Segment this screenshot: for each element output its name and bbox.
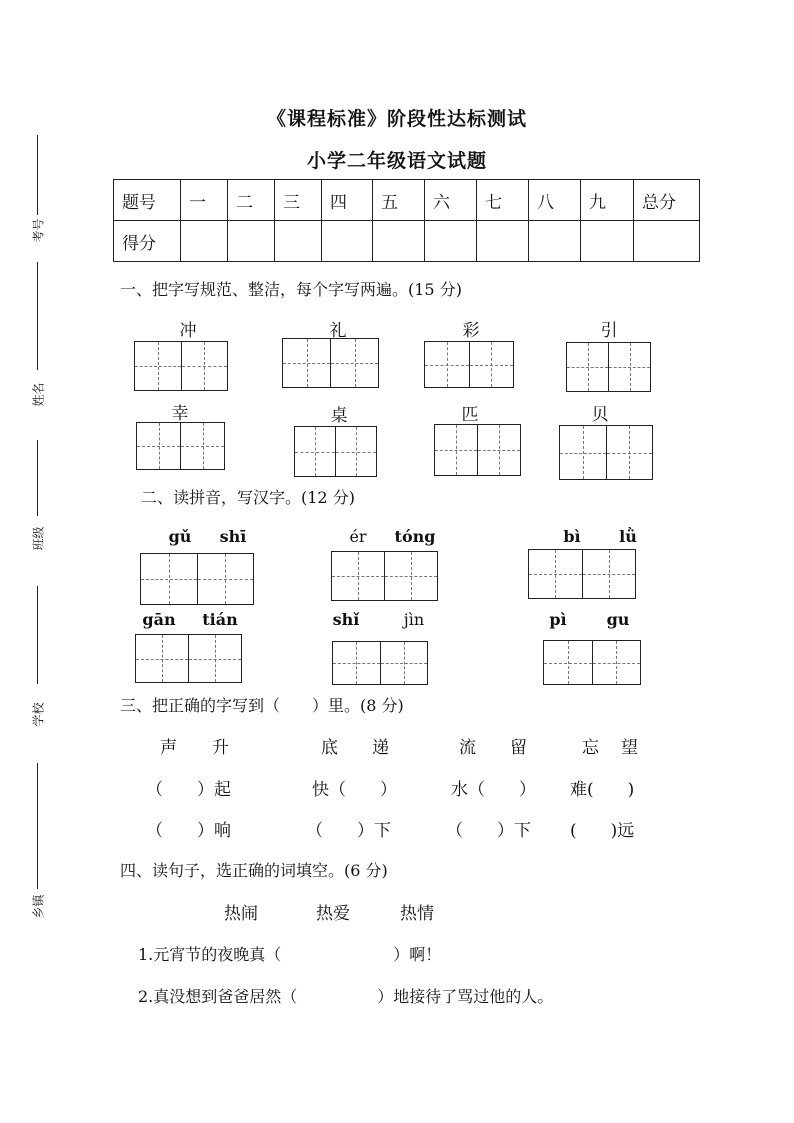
score-input-cell[interactable] xyxy=(373,221,425,262)
side-label-class: 班级 xyxy=(31,526,46,551)
pinyin-label: bì xyxy=(563,527,581,546)
score-cell: 五 xyxy=(373,180,425,221)
score-input-cell[interactable] xyxy=(322,221,373,262)
fill-blank[interactable]: 快（ ） xyxy=(312,780,397,800)
pinyin-label: ér xyxy=(349,527,367,546)
sentence-1[interactable]: 1.元宵节的夜晚真（ ）啊！ xyxy=(138,945,442,964)
writing-grid[interactable] xyxy=(434,424,521,476)
pinyin-label: shǐ xyxy=(332,610,360,629)
fill-blank[interactable]: （ ）起 xyxy=(146,780,231,800)
score-cell: 题号 xyxy=(114,180,181,221)
char-label: 桌 xyxy=(330,406,348,426)
option-char: 递 xyxy=(372,738,389,758)
pinyin-label: gǔ xyxy=(168,527,192,546)
fill-blank[interactable]: ( )远 xyxy=(570,821,635,841)
score-input-cell[interactable] xyxy=(228,221,275,262)
binding-line xyxy=(37,763,38,889)
side-label-township: 乡镇 xyxy=(31,894,46,919)
score-cell: 六 xyxy=(425,180,477,221)
fill-blank[interactable]: （ ）下 xyxy=(446,821,531,841)
score-input-cell[interactable] xyxy=(581,221,634,262)
score-cell: 二 xyxy=(228,180,275,221)
score-cell: 得分 xyxy=(114,221,181,262)
binding-line xyxy=(37,440,38,516)
char-label: 冲 xyxy=(179,321,197,341)
option-char: 升 xyxy=(212,738,229,758)
score-input-cell[interactable] xyxy=(425,221,477,262)
word-option: 热爱 xyxy=(316,904,350,924)
writing-grid[interactable] xyxy=(559,425,653,480)
option-char: 留 xyxy=(510,738,527,758)
writing-grid[interactable] xyxy=(136,422,225,470)
char-label: 幸 xyxy=(171,404,189,424)
char-label: 礼 xyxy=(329,321,347,341)
word-option: 热闹 xyxy=(224,904,258,924)
score-cell: 总分 xyxy=(634,180,700,221)
char-label: 贝 xyxy=(591,405,609,425)
fill-blank[interactable]: （ ）响 xyxy=(146,821,231,841)
side-label-name: 姓名 xyxy=(31,382,46,407)
char-label: 匹 xyxy=(461,405,479,425)
score-cell: 七 xyxy=(477,180,529,221)
writing-grid[interactable] xyxy=(134,341,228,391)
pinyin-label: lǜ xyxy=(619,527,637,546)
side-label-school: 学校 xyxy=(31,702,46,727)
page-title: 《课程标准》阶段性达标测试 xyxy=(266,108,527,130)
option-char: 望 xyxy=(621,738,638,758)
char-label: 引 xyxy=(600,321,618,341)
writing-grid[interactable] xyxy=(566,342,651,392)
score-input-cell[interactable] xyxy=(181,221,228,262)
binding-line xyxy=(37,262,38,370)
writing-grid[interactable] xyxy=(331,551,438,601)
side-label-exam-number: 考号 xyxy=(31,218,46,243)
char-label: 彩 xyxy=(462,321,480,341)
writing-grid[interactable] xyxy=(528,549,636,599)
score-input-cell[interactable] xyxy=(275,221,322,262)
score-cell: 三 xyxy=(275,180,322,221)
fill-blank[interactable]: （ ）下 xyxy=(306,821,391,841)
writing-grid[interactable] xyxy=(294,426,377,477)
writing-grid[interactable] xyxy=(543,640,641,685)
option-char: 声 xyxy=(160,738,177,758)
score-table xyxy=(113,179,700,262)
word-option: 热情 xyxy=(400,904,434,924)
option-char: 流 xyxy=(459,738,476,758)
score-input-cell[interactable] xyxy=(477,221,529,262)
pinyin-label: tián xyxy=(202,610,238,629)
score-input-cell[interactable] xyxy=(634,221,700,262)
pinyin-label: jìn xyxy=(403,610,425,629)
fill-blank[interactable]: 难( ) xyxy=(570,780,635,800)
section-1-heading: 一、把字写规范、整洁，每个字写两遍。(15 分) xyxy=(120,280,462,299)
fill-blank[interactable]: 水（ ） xyxy=(451,780,536,800)
writing-grid[interactable] xyxy=(282,338,379,388)
score-input-cell[interactable] xyxy=(529,221,581,262)
writing-grid[interactable] xyxy=(140,553,254,605)
score-cell: 九 xyxy=(581,180,634,221)
pinyin-label: shī xyxy=(219,527,247,546)
pinyin-label: gān xyxy=(142,610,176,629)
score-table-header-row xyxy=(114,180,700,221)
score-cell: 四 xyxy=(322,180,373,221)
pinyin-label: tóng xyxy=(394,527,436,546)
page-subtitle: 小学二年级语文试题 xyxy=(306,150,487,172)
score-cell: 一 xyxy=(181,180,228,221)
pinyin-label: gu xyxy=(606,610,630,629)
section-2-heading: 二、读拼音，写汉字。(12 分) xyxy=(141,488,355,507)
section-3-heading: 三、把正确的字写到（ ）里。(8 分) xyxy=(120,696,404,715)
sentence-2[interactable]: 2.真没想到爸爸居然（ ）地接待了骂过他的人。 xyxy=(138,987,554,1006)
option-char: 忘 xyxy=(582,738,599,758)
option-char: 底 xyxy=(321,738,338,758)
pinyin-label: pì xyxy=(549,610,567,629)
writing-grid[interactable] xyxy=(332,641,428,685)
writing-grid[interactable] xyxy=(135,634,242,683)
section-4-heading: 四、读句子，选正确的词填空。(6 分) xyxy=(120,861,388,880)
writing-grid[interactable] xyxy=(424,341,514,388)
score-table-score-row xyxy=(114,221,700,262)
binding-line xyxy=(37,586,38,684)
score-cell: 八 xyxy=(529,180,581,221)
